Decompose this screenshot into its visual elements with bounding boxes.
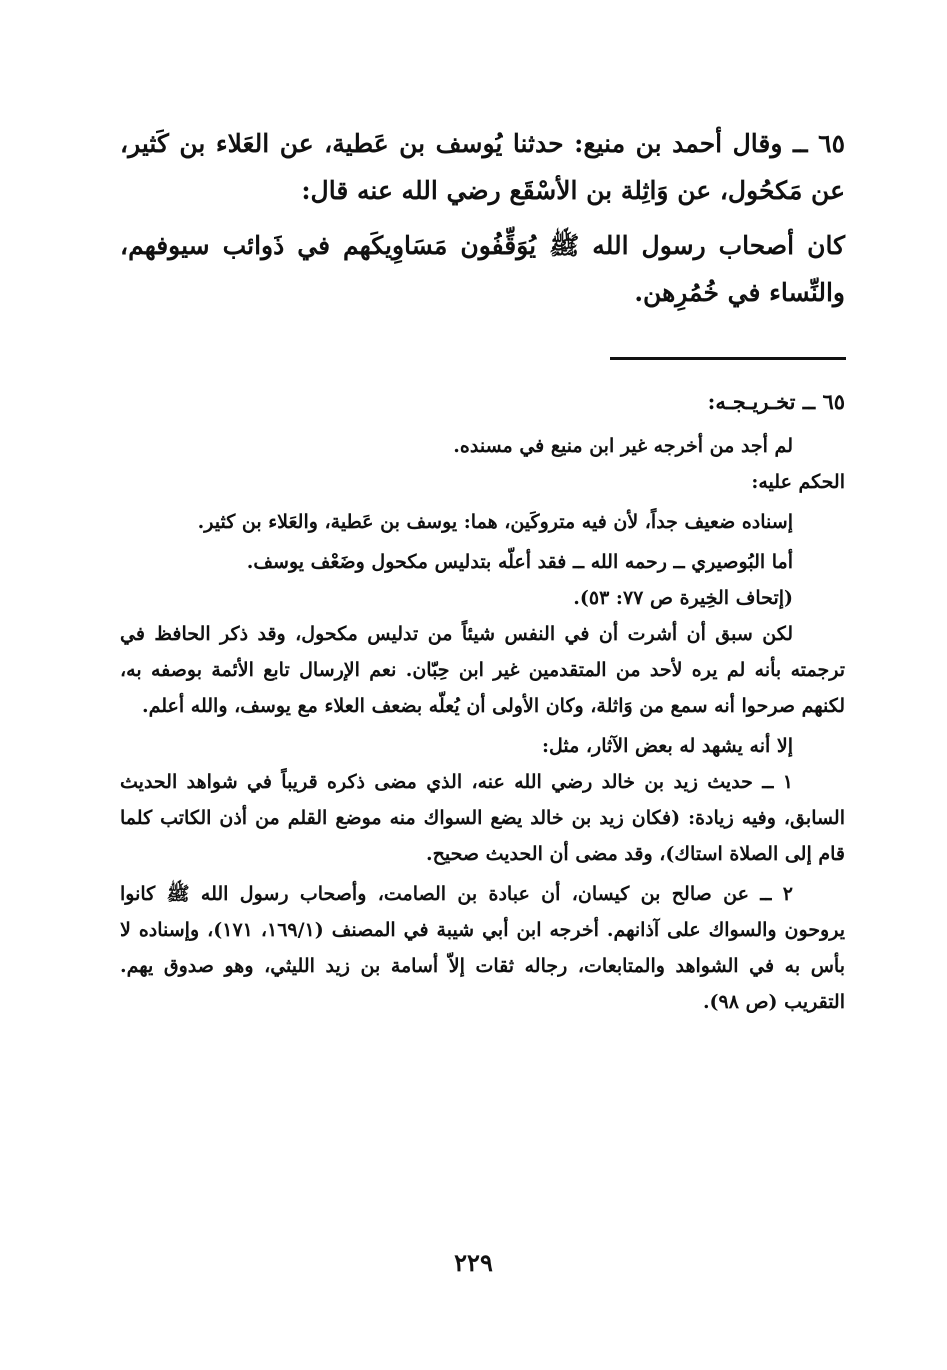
shahid-2: ٢ ــ عن صالح بن كيسان، أن عبادة بن الصامت، وأصحاب رسول الله ﷺ كانوا يروحون والسواك على آذانهم. أخرجه ابن أبي شيبة في المصنف (١٦٩/١، ١٧١)، وإسناده لا بأس به في الشواهد والمتابعات، رجاله ثقات إلاّ أسامة بن زيد الليثي، وهو صدوق يهم. التقريب (ص ٩٨). <box>120 883 846 1013</box>
hadith-text <box>120 120 845 316</box>
ithaf-reference: (إتحاف الخِيرة ص ٧٧: ٥٣). <box>573 587 793 609</box>
busiri-paragraph: أما البُوصيري ــ رحمه الله ــ فقد أعلّه بتدليس مكحول وضَعْف يوسف. <box>246 551 793 573</box>
shawahid-intro: إلا أنه يشهد له بعض الآثار، مثل: <box>541 735 793 757</box>
takhrij-heading: ٦٥ ــ تخـريـجـه: <box>707 389 845 414</box>
takhrij-text: لم أجد من أخرجه غير ابن منيع في مسنده. <box>453 435 793 457</box>
hukm-paragraph: إسناده ضعيف جداً، لأن فيه متروكَين، هما: يوسف بن عَطية، والعَلاء بن كثير. <box>197 511 793 533</box>
hadith-matn: كان أصحاب رسول الله ﷺ يُوَقِّفُون مَسَاوِيكَهم في ذَوائب سيوفهم، والنِّساء في خُمُرِهن. <box>120 231 845 307</box>
footnotes <box>120 384 845 1020</box>
hadith-chain: ٦٥ ــ وقال أحمد بن منيع: حدثنا يُوسف بن عَطية، عن العَلاء بن كَثير، عن مَكحُول، عن وَاثِلة بن الأسْقَع رضي الله عنه قال: <box>120 129 845 205</box>
footnote-divider <box>610 357 846 360</box>
hukm-heading: الحكم عليه: <box>751 471 845 493</box>
shahid-1: ١ ــ حديث زيد بن خالد رضي الله عنه، الذي مضى ذكره قريباً في شواهد الحديث السابق، وفيه زيادة: (فكان زيد بن خالد يضع السواك منه موضع القلم من أذن الكاتب كلما قام إلى الصلاة استاك)، وقد مضى أن الحديث صحيح. <box>120 771 845 865</box>
tadlis-paragraph: لكن سبق أن أشرت أن في النفس شيئاً من تدليس مكحول، وقد ذكر الحافظ في ترجمته بأنه لم يره لأحد من المتقدمين غير ابن حِبّان. نعم الإرسال تابع الأئمة بوصفه به، لكنهم صرحوا أنه سمع من وَاثلة، وكان الأولى أن يُعلّه بضعف العلاء مع يوسف، والله أعلم. <box>120 623 845 717</box>
page-number: ٢٢٩ <box>454 1248 493 1277</box>
